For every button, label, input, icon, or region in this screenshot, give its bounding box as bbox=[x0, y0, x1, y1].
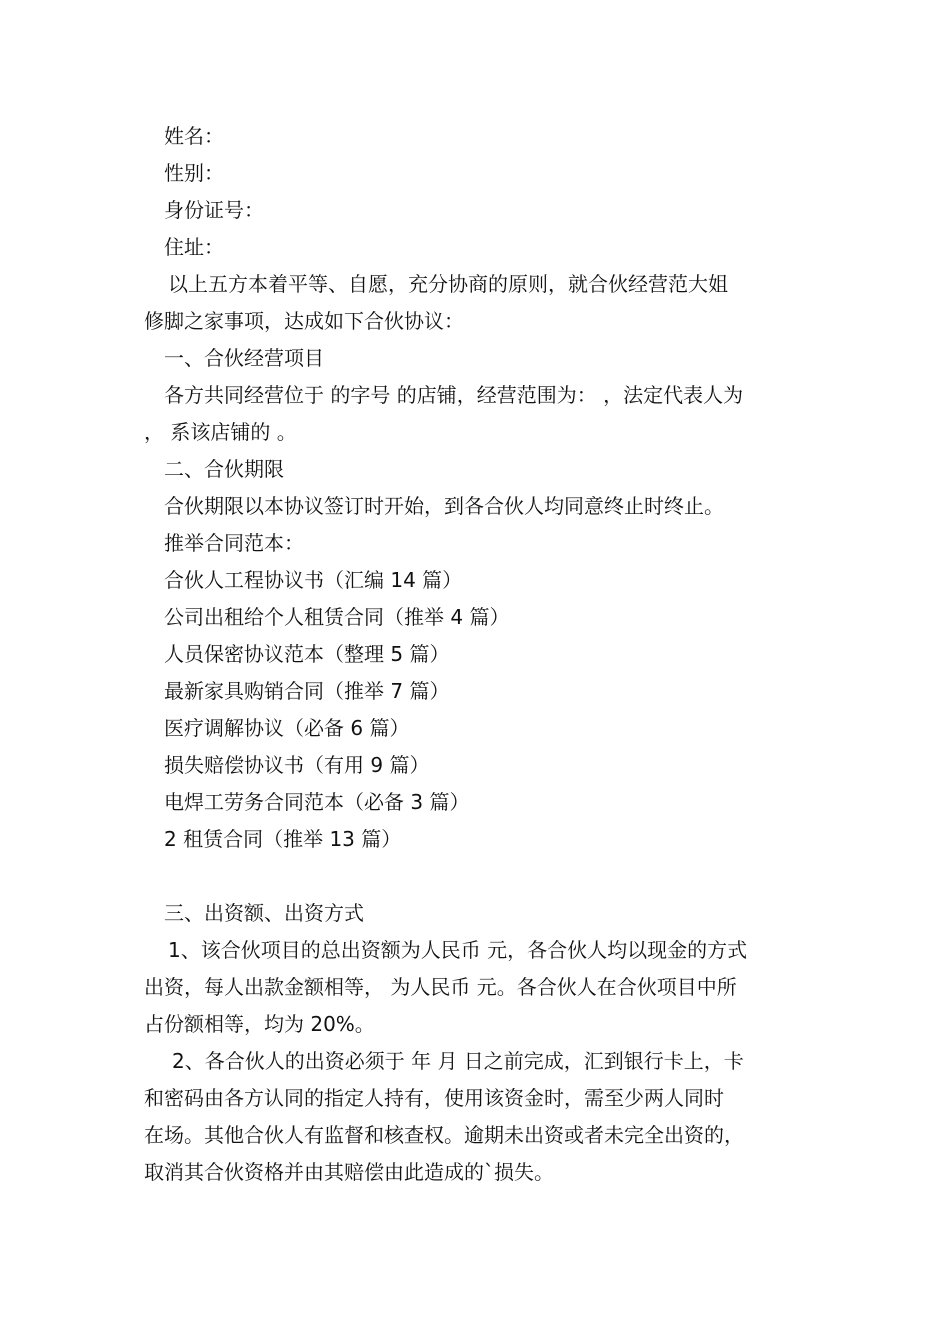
field-gender-label: 性别： bbox=[164, 161, 224, 185]
field-address-label: 住址： bbox=[164, 235, 224, 259]
recommended-template-item: 损失赔偿协议书（有用 9 篇） bbox=[164, 753, 430, 777]
recommended-template-item: 公司出租给个人租赁合同（推举 4 篇） bbox=[164, 605, 510, 629]
partnership-term-text: 合伙期限以本协议签订时开始，到各合伙人均同意终止时终止。 bbox=[164, 494, 724, 518]
recommended-template-item: 医疗调解协议（必备 6 篇） bbox=[164, 716, 410, 740]
recommended-template-item: 2 租赁合同（推举 13 篇） bbox=[164, 827, 402, 851]
recommended-template-item: 最新家具购销合同（推举 7 篇） bbox=[164, 679, 450, 703]
capital-contribution-paragraph-2-line-4: 取消其合伙资格并由其赔偿由此造成的`损失。 bbox=[144, 1160, 554, 1184]
section-heading-business-project: 一、合伙经营项目 bbox=[164, 346, 324, 370]
section-heading-capital-contribution: 三、出资额、出资方式 bbox=[164, 901, 364, 925]
business-project-line-1: 各方共同经营位于 的字号 的店铺，经营范围为： ，法定代表人为 bbox=[164, 383, 744, 407]
recommended-template-item: 合伙人工程协议书（汇编 14 篇） bbox=[164, 568, 463, 592]
recommended-templates-heading: 推举合同范本： bbox=[164, 531, 304, 555]
agreement-intro-line-2: 修脚之家事项，达成如下合伙协议： bbox=[144, 309, 464, 333]
capital-contribution-paragraph-2-line-1: 2、各合伙人的出资必须于 年 月 日之前完成，汇到银行卡上，卡 bbox=[172, 1049, 744, 1073]
field-id-number-label: 身份证号： bbox=[164, 198, 264, 222]
blank-spacer bbox=[144, 858, 814, 895]
capital-contribution-paragraph-1-line-3: 占份额相等，均为 20%。 bbox=[144, 1012, 375, 1036]
recommended-template-item: 人员保密协议范本（整理 5 篇） bbox=[164, 642, 450, 666]
document-body bbox=[144, 118, 814, 1191]
business-project-line-2: ， 系该店铺的 。 bbox=[144, 420, 297, 444]
capital-contribution-paragraph-1-line-1: 1、该合伙项目的总出资额为人民币 元，各合伙人均以现金的方式 bbox=[168, 938, 748, 962]
section-heading-partnership-term: 二、合伙期限 bbox=[164, 457, 284, 481]
capital-contribution-paragraph-1-line-2: 出资，每人出款金额相等， 为人民币 元。各合伙人在合伙项目中所 bbox=[144, 975, 737, 999]
agreement-intro-line-1: 以上五方本着平等、自愿，充分协商的原则，就合伙经营范大姐 bbox=[168, 272, 728, 296]
recommended-template-item: 电焊工劳务合同范本（必备 3 篇） bbox=[164, 790, 470, 814]
field-name-label: 姓名： bbox=[164, 124, 224, 148]
capital-contribution-paragraph-2-line-3: 在场。其他合伙人有监督和核查权。逾期未出资或者未完全出资的， bbox=[144, 1123, 744, 1147]
capital-contribution-paragraph-2-line-2: 和密码由各方认同的指定人持有，使用该资金时，需至少两人同时 bbox=[144, 1086, 724, 1110]
